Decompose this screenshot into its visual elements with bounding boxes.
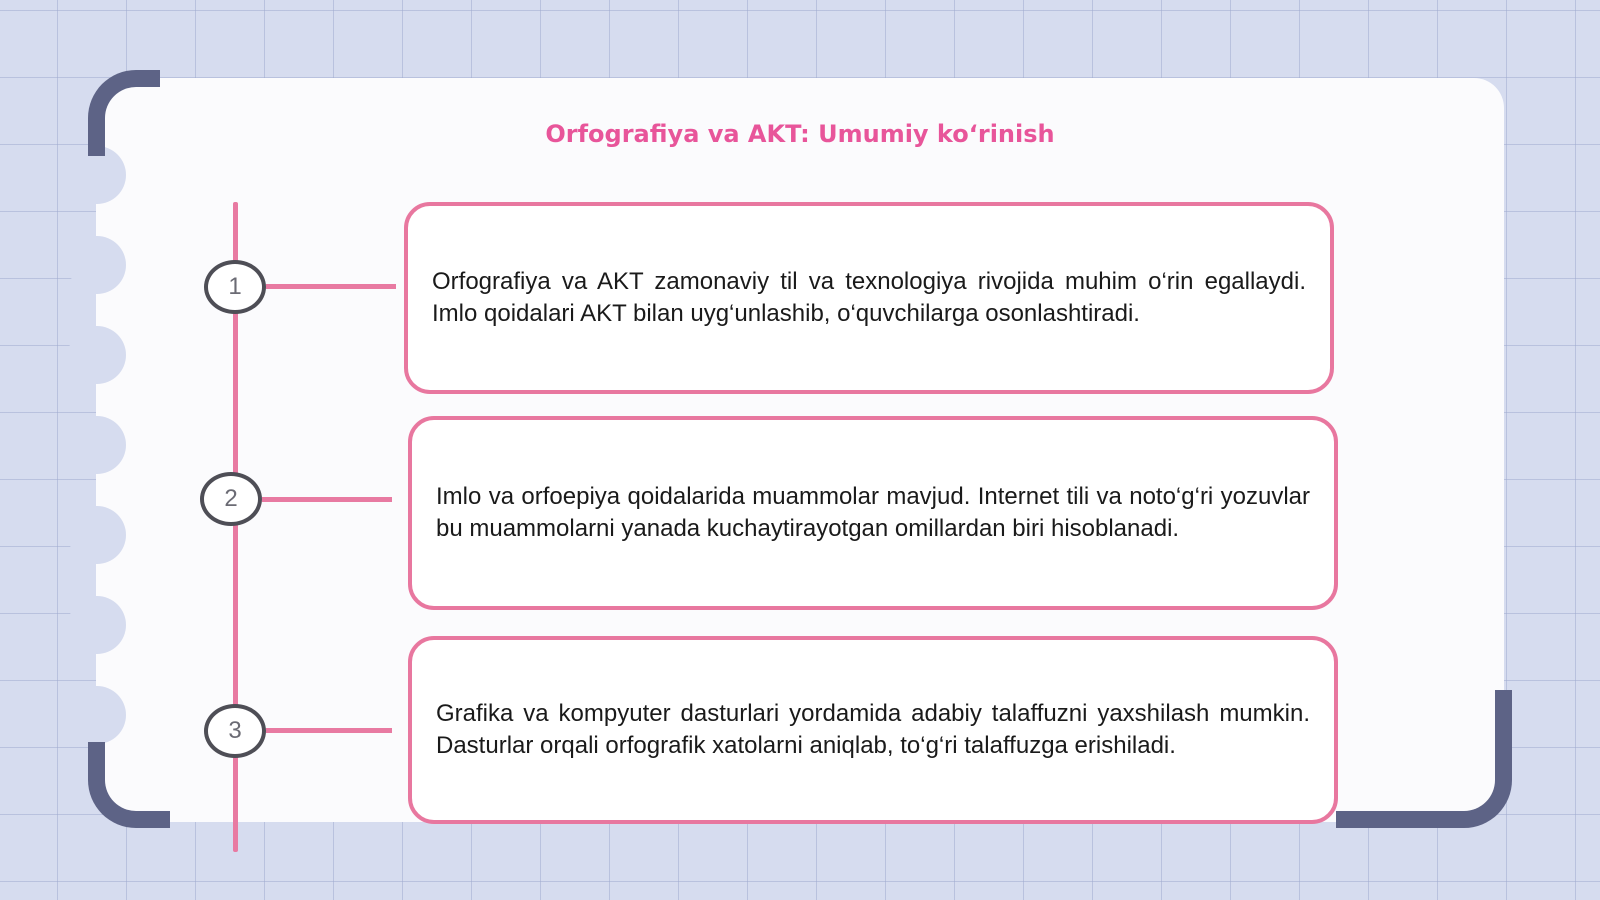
paper-edge-notch bbox=[68, 686, 126, 744]
frame-corner-bottom-left bbox=[88, 742, 170, 828]
step-number-2: 2 bbox=[200, 472, 262, 526]
timeline-card-3-text: Grafika va kompyuter dasturlari yordamida adabiy talaffuzni yaxshilash mumkin. Dasturlar orqali orfografik xatolarni aniqlab, to‘g‘ri talaffuzga erishiladi. bbox=[436, 700, 1310, 759]
timeline-card-2-text: Imlo va orfoepiya qoidalarida muammolar mavjud. Internet tili va noto‘g‘ri yozuvlar bu muammolarni yanada kuchaytirayotgan omillardan biri hisoblanadi. bbox=[436, 483, 1310, 542]
step-number-3: 3 bbox=[204, 704, 266, 758]
timeline-card-1-text: Orfografiya va AKT zamonaviy til va texnologiya rivojida muhim o‘rin egallaydi. Imlo qoidalari AKT bilan uyg‘unlashib, o‘quvchilarga osonlashtiradi. bbox=[432, 268, 1306, 327]
timeline-card-3 bbox=[408, 636, 1338, 824]
timeline-connector-2 bbox=[262, 497, 392, 502]
timeline-card-1 bbox=[404, 202, 1334, 394]
paper-edge-notch bbox=[68, 596, 126, 654]
frame-corner-bottom-right bbox=[1336, 690, 1512, 828]
timeline-connector-3 bbox=[266, 728, 392, 733]
paper-edge-notch bbox=[68, 416, 126, 474]
frame-corner-top-left bbox=[88, 70, 160, 156]
slide-title: Orfografiya va AKT: Umumiy koʻrinish bbox=[545, 120, 1055, 148]
paper-edge-notch bbox=[68, 506, 126, 564]
step-number-1: 1 bbox=[204, 260, 266, 314]
timeline-connector-1 bbox=[266, 284, 396, 289]
paper-edge-notch bbox=[68, 236, 126, 294]
paper-edge-notch bbox=[68, 326, 126, 384]
timeline-card-2 bbox=[408, 416, 1338, 610]
